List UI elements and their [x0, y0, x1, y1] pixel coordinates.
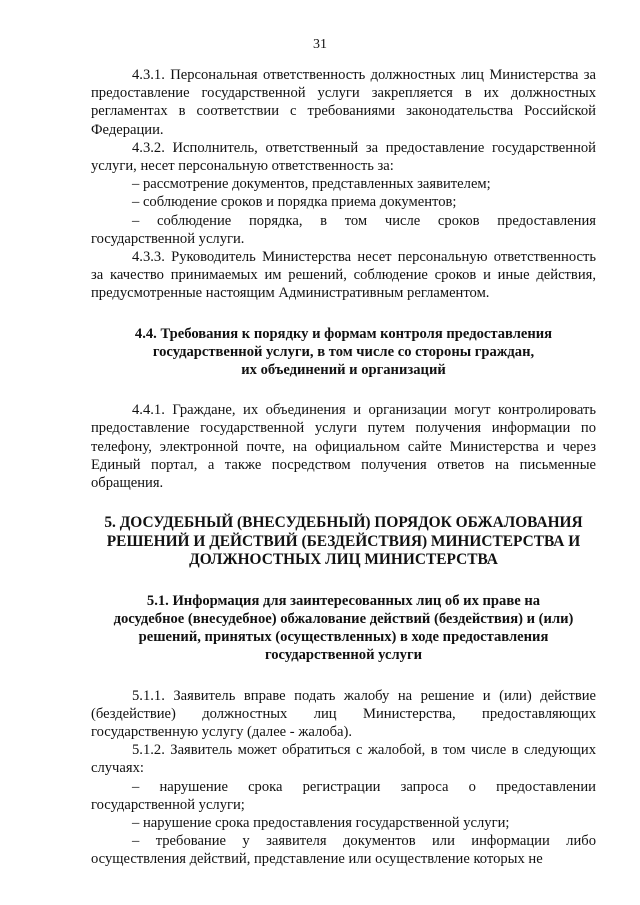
heading-line: 5.1. Информация для заинтересованных лиц об их праве на	[146, 592, 541, 609]
heading-line: РЕШЕНИЙ И ДЕЙСТВИЙ (БЕЗДЕЙСТВИЯ) МИНИСТЕРСТВА И	[106, 532, 581, 550]
heading-line: 5. ДОСУДЕБНЫЙ (ВНЕСУДЕБНЫЙ) ПОРЯДОК ОБЖАЛОВАНИЯ	[104, 514, 583, 532]
list-item: – соблюдение порядка, в том числе сроков предоставления государственной услуги.	[91, 212, 596, 247]
paragraph-4-4-1: 4.4.1. Граждане, их объединения и организации могут контролировать предоставление государственной услуги путем получения информации по телефону, электронной почте, на официальном сайте Министерства и через Единый портал, а также посредством получения ответов на письменные обращения.	[91, 402, 596, 492]
heading-line: досудебное (внесудебное) обжалование действий (бездействия) и (или)	[113, 610, 574, 627]
list-item: – нарушение срока предоставления государственной услуги;	[132, 815, 510, 831]
list-item: – соблюдение сроков и порядка приема документов;	[132, 194, 457, 211]
heading-line: государственной услуги, в том числе со стороны граждан,	[152, 343, 535, 360]
heading-line: 4.4. Требования к порядку и формам контроля предоставления	[134, 325, 553, 342]
paragraph-4-3-2: 4.3.2. Исполнитель, ответственный за предоставление государственной услуги, несет персональную ответственность за:	[91, 139, 596, 175]
section-heading-5-1	[91, 592, 596, 665]
heading-line: ДОЛЖНОСТНЫХ ЛИЦ МИНИСТЕРСТВА	[189, 551, 498, 569]
paragraph-4-3-1: 4.3.1. Персональная ответственность должностных лиц Министерства за предоставление государственной услуги закрепляется в их должностных регламентах в соответствии с требованиями законодательства Российской Федерации.	[91, 67, 596, 138]
list-item: – рассмотрение документов, представленных заявителем;	[132, 176, 491, 193]
heading-line: решений, принятых (осуществленных) в ходе предоставления	[138, 629, 549, 646]
page-content	[91, 66, 596, 869]
paragraph-5-1-1: 5.1.1. Заявитель вправе подать жалобу на решение и (или) действие (бездействие) должностных лиц Министерства, предоставляющих государственную услугу (далее - жалоба).	[91, 687, 596, 740]
section-heading-4-4	[91, 325, 596, 380]
chapter-heading-5	[91, 514, 596, 570]
list-item: – нарушение срока регистрации запроса о предоставлении государственной услуги;	[91, 778, 596, 813]
paragraph-4-3-3: 4.3.3. Руководитель Министерства несет персональную ответственность за качество принимаемых им решений, соблюдение сроков и иные действия, предусмотренные настоящим Административным регламентом.	[91, 249, 596, 302]
page-number: 31	[313, 37, 327, 52]
heading-line: государственной услуги	[264, 647, 423, 664]
heading-line: их объединений и организаций	[241, 362, 446, 379]
list-item: – требование у заявителя документов или информации либо осуществления действий, представление или осуществление которых не	[91, 833, 596, 868]
paragraph-5-1-2: 5.1.2. Заявитель может обратиться с жалобой, в том числе в следующих случаях:	[91, 742, 596, 777]
